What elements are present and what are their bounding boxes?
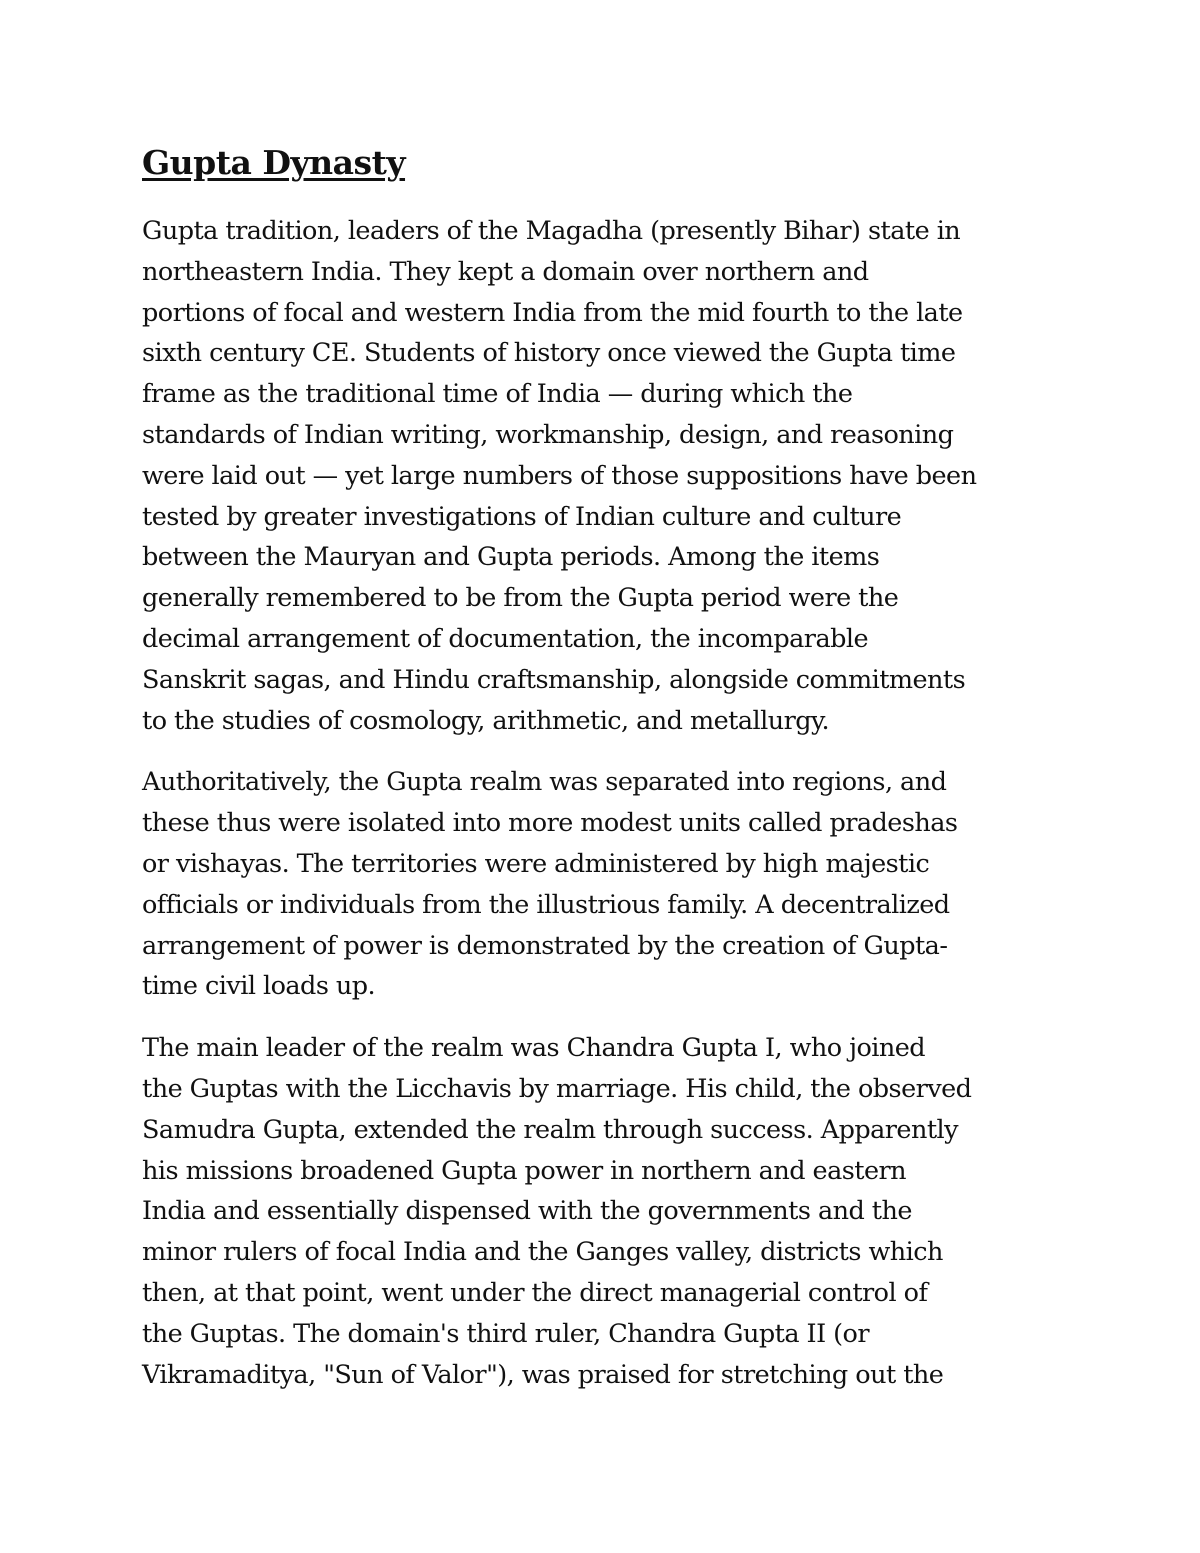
paragraph-line: tested by greater investigations of Indian culture and culture bbox=[142, 501, 902, 532]
paragraph-line: or vishayas. The territories were administered by high majestic bbox=[142, 848, 930, 879]
paragraph-line: the Guptas. The domain's third ruler, Chandra Gupta II (or bbox=[142, 1318, 869, 1349]
paragraph-line: between the Mauryan and Gupta periods. Among the items bbox=[142, 542, 880, 573]
paragraph-line: minor rulers of focal India and the Ganges valley, districts which bbox=[142, 1237, 943, 1268]
paragraph-line: to the studies of cosmology, arithmetic, and metallurgy. bbox=[142, 705, 830, 736]
paragraph-line: the Guptas with the Licchavis by marriage. His child, the observed bbox=[142, 1073, 972, 1104]
paragraph-line: Vikramaditya, "Sun of Valor"), was praised for stretching out the bbox=[142, 1359, 944, 1390]
paragraph-line: Samudra Gupta, extended the realm through success. Apparently bbox=[142, 1114, 959, 1145]
paragraph-line: sixth century CE. Students of history once viewed the Gupta time bbox=[142, 338, 956, 369]
document-body bbox=[142, 140, 1072, 1416]
paragraph-line: Authoritatively, the Gupta realm was separated into regions, and bbox=[142, 767, 947, 798]
paragraph-line: frame as the traditional time of India — during which the bbox=[142, 379, 853, 410]
paragraph-line: northeastern India. They kept a domain over northern and bbox=[142, 256, 869, 287]
paragraph-line: decimal arrangement of documentation, the incomparable bbox=[142, 623, 869, 654]
paragraph-line: India and essentially dispensed with the governments and the bbox=[142, 1196, 912, 1227]
paragraph-line: time civil loads up. bbox=[142, 971, 376, 1002]
document-title: Gupta Dynasty bbox=[142, 143, 406, 182]
paragraph-line: portions of focal and western India from the mid fourth to the late bbox=[142, 297, 963, 328]
paragraph-line: were laid out — yet large numbers of those suppositions have been bbox=[142, 460, 977, 491]
paragraph-line: generally remembered to be from the Gupta period were the bbox=[142, 583, 899, 614]
paragraph-line: then, at that point, went under the direct managerial control of bbox=[142, 1277, 928, 1308]
paragraph-line: The main leader of the realm was Chandra Gupta I, who joined bbox=[142, 1033, 926, 1064]
paragraph-line: standards of Indian writing, workmanship, design, and reasoning bbox=[142, 419, 954, 450]
paragraph-line: his missions broadened Gupta power in northern and eastern bbox=[142, 1155, 907, 1186]
paragraph-line: these thus were isolated into more modest units called pradeshas bbox=[142, 808, 958, 839]
paragraph-3 bbox=[142, 1028, 1072, 1395]
paragraph-line: Gupta tradition, leaders of the Magadha (presently Bihar) state in bbox=[142, 216, 961, 246]
paragraph-2 bbox=[142, 762, 1072, 1007]
paragraph-line: arrangement of power is demonstrated by the creation of Gupta- bbox=[142, 930, 948, 961]
paragraph-line: officials or individuals from the illustrious family. A decentralized bbox=[142, 889, 950, 920]
paragraph-line: Sanskrit sagas, and Hindu craftsmanship, alongside commitments bbox=[142, 664, 966, 695]
paragraph-1 bbox=[142, 211, 1072, 741]
